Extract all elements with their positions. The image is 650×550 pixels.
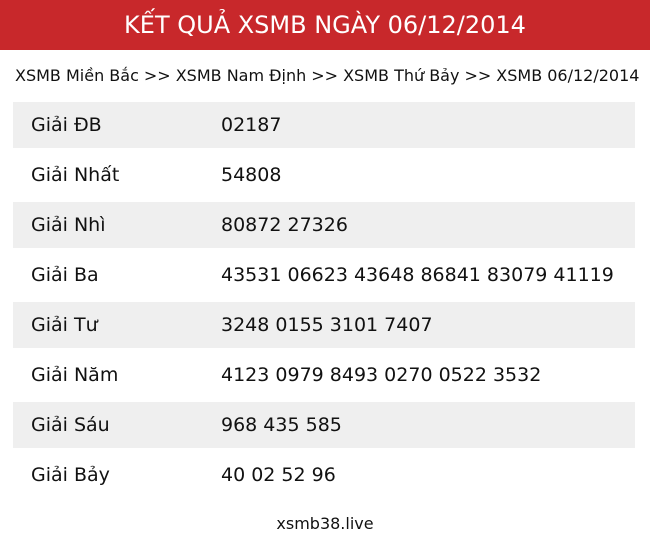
prize-numbers: 968 435 585 [221,414,342,436]
prize-numbers: 3248 0155 3101 7407 [221,314,433,336]
prize-numbers: 02187 [221,114,282,136]
prize-numbers: 40 02 52 96 [221,464,336,486]
prize-row-nhat [13,150,635,200]
site-name: xsmb38.live [276,514,374,533]
prize-label: Giải Sáu [31,414,110,436]
breadcrumb-separator: >> [311,65,339,85]
prize-row-tu [13,300,635,350]
breadcrumb-item-province[interactable]: XSMB Nam Định [175,65,307,85]
page-title: KẾT QUẢ XSMB NGÀY 06/12/2014 [124,11,526,39]
breadcrumb-separator: >> [143,65,171,85]
page-header [0,0,650,50]
prize-label: Giải Ba [31,264,99,286]
prize-label: Giải Nhất [31,164,120,186]
breadcrumb [0,50,650,100]
prize-label: Giải Nhì [31,214,106,236]
breadcrumb-item-date[interactable]: XSMB 06/12/2014 [496,65,640,85]
prize-label: Giải Bảy [31,464,110,486]
prize-numbers: 80872 27326 [221,214,348,236]
prize-row-db [13,100,635,150]
prize-row-ba [13,250,635,300]
prize-row-nam [13,350,635,400]
breadcrumb-separator: >> [464,65,492,85]
breadcrumb-item-region[interactable]: XSMB Miền Bắc [15,65,139,85]
prize-label: Giải Năm [31,364,119,386]
page-footer [0,500,650,550]
results-table [13,100,635,500]
prize-numbers: 54808 [221,164,282,186]
breadcrumb-item-weekday[interactable]: XSMB Thứ Bảy [343,65,460,85]
prize-row-sau [13,400,635,450]
prize-numbers: 4123 0979 8493 0270 0522 3532 [221,364,542,386]
prize-row-bay [13,450,635,500]
prize-label: Giải Tư [31,314,98,336]
prize-label: Giải ĐB [31,114,102,136]
prize-numbers: 43531 06623 43648 86841 83079 41119 [221,264,614,286]
prize-row-nhi [13,200,635,250]
